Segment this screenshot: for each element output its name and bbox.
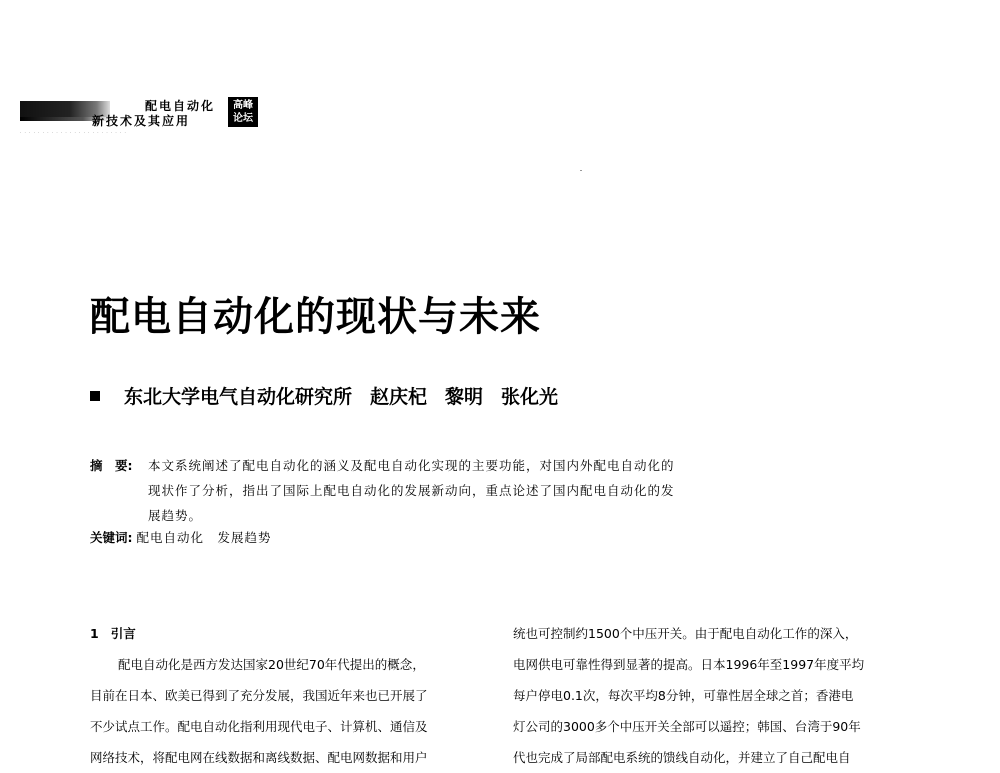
keywords-label: 关键词: bbox=[90, 530, 133, 545]
abstract-line: 现状作了分析，指出了国际上配电自动化的发展新动向，重点论述了国内配电自动化的发 bbox=[148, 483, 675, 498]
body-line: 电网供电可靠性得到显著的提高。日本1996年至1997年度平均 bbox=[513, 657, 865, 672]
section-title: 引言 bbox=[110, 626, 136, 641]
body-line: 灯公司的3000多个中压开关全部可以遥控；韩国、台湾于90年 bbox=[513, 719, 861, 734]
body-line: 配电自动化是西方发达国家20世纪70年代提出的概念， bbox=[118, 657, 425, 672]
abstract-text bbox=[148, 453, 770, 528]
body-line: 每户停电0.1次，每次平均8分钟，可靠性居全球之首；香港电 bbox=[513, 688, 854, 703]
keywords-value: 配电自动化 发展趋势 bbox=[136, 530, 272, 545]
article-title: 配电自动化的现状与未来 bbox=[90, 293, 541, 340]
abstract-line: 展趋势。 bbox=[148, 508, 203, 523]
column-title-line2: 新技术及其应用 bbox=[92, 114, 191, 128]
body-line: 代也完成了局部配电系统的馈线自动化，并建立了自己配电自 bbox=[513, 750, 851, 765]
body-line: 不少试点工作。配电自动化指利用现代电子、计算机、通信及 bbox=[90, 719, 428, 734]
section-number: 1 bbox=[90, 626, 99, 641]
body-column-right bbox=[513, 618, 908, 773]
abstract-line: 本文系统阐述了配电自动化的涵义及配电自动化实现的主要功能，对国内外配电自动化的 bbox=[148, 458, 675, 473]
author-institution: 东北大学电气自动化研究所 bbox=[124, 386, 353, 408]
body-line: 统也可控制约1500个中压开关。由于配电自动化工作的深入， bbox=[513, 626, 858, 641]
scan-speck bbox=[580, 170, 582, 171]
bullet-square-icon bbox=[90, 391, 100, 401]
column-title-line1: 配电自动化 bbox=[145, 99, 216, 113]
section-heading bbox=[90, 618, 485, 649]
forum-badge bbox=[228, 97, 258, 127]
abstract-block bbox=[90, 453, 770, 528]
forum-badge-bottom: 论坛 bbox=[233, 113, 253, 124]
author-name: 赵庆杞 bbox=[370, 386, 428, 408]
journal-column-logo bbox=[20, 95, 260, 145]
forum-badge-top: 高峰 bbox=[233, 100, 253, 111]
keywords-block bbox=[90, 528, 272, 546]
body-column-left bbox=[90, 618, 485, 773]
logo-caption: · · · · · · · · · · · · · · · · · · · · · · · · bbox=[20, 130, 127, 135]
author-name: 张化光 bbox=[501, 386, 559, 408]
author-line bbox=[90, 382, 558, 409]
body-line: 网络技术，将配电网在线数据和离线数据、配电网数据和用户 bbox=[90, 750, 428, 765]
body-line: 目前在日本、欧美已得到了充分发展，我国近年来也已开展了 bbox=[90, 688, 428, 703]
abstract-label: 摘 要: bbox=[90, 458, 133, 473]
author-name: 黎明 bbox=[445, 386, 484, 408]
